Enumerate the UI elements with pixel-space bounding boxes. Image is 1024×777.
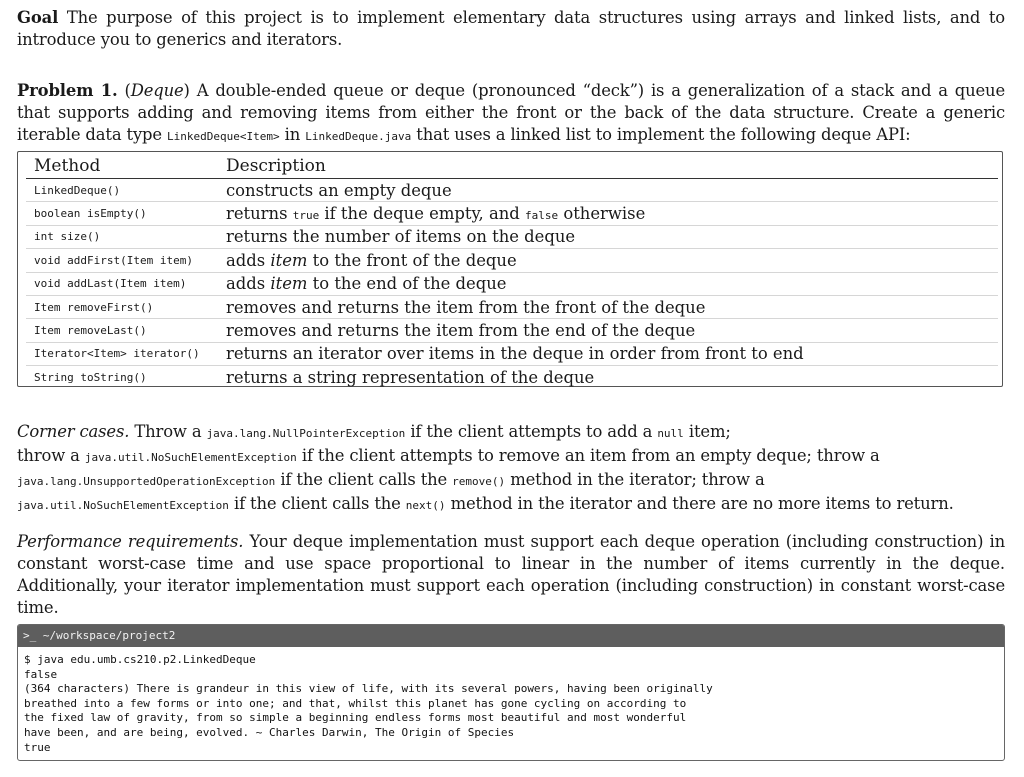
api-description [218,272,998,295]
api-row [26,319,998,342]
corner-code: java.lang.UnsupportedOperationException [17,475,276,488]
api-description-text: adds [226,250,271,270]
api-description [218,342,998,365]
api-description-text: to the end of the deque [307,274,507,294]
terminal-window [17,624,1005,761]
api-method: String toString() [34,370,147,384]
api-description-text: adds [226,274,271,294]
terminal-line: $ java edu.umb.cs210.p2.LinkedDeque [24,653,256,666]
corner-cases-label: Corner cases. [17,422,130,441]
corner-text: method in the iterator; throw a [510,470,765,489]
terminal-line: the fixed law of gravity, from so simple a beginning endless forms most beautiful and most wonderful [24,711,687,725]
api-description [218,295,998,318]
api-description-text: removes and returns the item from the end of the deque [226,321,696,341]
api-method: int size() [26,225,218,248]
api-header-row [26,154,998,179]
api-description [218,179,998,202]
corner-code: next() [405,499,446,512]
terminal-line: have been, and are being, evolved. ~ Charles Darwin, The Origin of Species [24,725,515,739]
api-description-text: removes and returns the item from the front of the deque [226,297,706,317]
terminal-path: ~/workspace/project2 [42,629,176,642]
goal-text: The purpose of this project is to implement elementary data structures using arrays and linked lists, and to introduce you to generics and iterators. [17,8,1005,49]
api-description [218,366,998,389]
api-description [218,202,998,225]
api-method: Item removeLast() [26,319,218,342]
api-row [26,366,998,389]
api-table-body [26,179,998,389]
api-method: LinkedDeque() [26,179,218,202]
api-row [26,272,998,295]
terminal-line: breathed into a few forms or into one; and that, whilst this planet has gone cycling on according to [24,696,687,710]
performance-label: Performance requirements. [17,532,244,551]
api-description-text: constructs an empty deque [226,180,452,200]
terminal-line: true [24,740,51,754]
api-col-description: Description [218,154,998,179]
corner-text: method in the iterator and there are no more items to return. [450,494,954,513]
problem-paragraph: Problem 1. (Deque) A double-ended queue or deque (pronounced “deck”) is a generalization of a stack and a queue that supports adding and removing items from either the front or the back of the data structure. Create a generic iterable data type LinkedDeque<Item> in LinkedDeque.java that uses a linked list to implement the following deque API: [17,81,1006,144]
api-row [26,295,998,318]
corner-text: if the client attempts to remove an item from an empty deque; throw a [301,446,880,465]
corner-text: if the client calls the [280,470,448,489]
api-method: Iterator<Item> iterator() [26,342,218,365]
corner-code: null [657,427,684,440]
api-description-emphasis: item [270,250,308,270]
corner-text: throw a [17,446,80,465]
corner-code: java.util.NoSuchElementException [17,499,229,512]
api-description-text: returns an iterator over items in the deque in order from front to end [226,344,804,364]
problem-type-name: LinkedDeque<Item> [167,130,280,143]
problem-text-3: that uses a linked list to implement the following deque API: [416,125,911,144]
performance-paragraph [17,531,1005,619]
api-table [26,154,998,389]
api-description [218,319,998,342]
corner-code: java.lang.NullPointerException [206,427,406,440]
api-description [218,225,998,248]
corner-text: Throw a [134,422,202,441]
api-method: Item removeFirst() [26,295,218,318]
api-description-emphasis: item [270,274,308,294]
api-method: boolean isEmpty() [26,202,218,225]
corner-code: remove() [452,475,506,488]
problem-text-1: A double-ended queue or deque (pronounced “deck”) is a generalization of a stack and a queue that supports adding and removing items from either the front or the back of the data structure. Create a generic iterable data type [17,81,1006,144]
api-description-text: returns [226,204,293,224]
problem-topic: Deque [130,81,184,100]
problem-text-2: in [284,125,301,144]
api-table-box [17,151,1003,387]
corner-cases-paragraph [17,421,1005,517]
terminal-prompt-icon: >_ [23,629,37,642]
corner-text: item; [688,422,731,441]
corner-code: java.util.NoSuchElementException [84,451,297,464]
goal-heading: Goal [17,8,59,27]
goal-paragraph [17,7,1005,51]
api-description [218,249,998,272]
api-description-code: true [292,209,320,223]
api-row [26,202,998,225]
terminal-title-bar [18,625,1004,647]
problem-heading: Problem 1. [17,81,118,100]
terminal-line: (364 characters) There is grandeur in this view of life, with its several powers, having been originally [24,682,713,696]
api-method: void addFirst(Item item) [26,249,218,272]
terminal-output [18,647,1004,755]
api-row [26,342,998,365]
api-row [26,179,998,202]
api-description-text: to the front of the deque [307,250,517,270]
api-description-text: returns the number of items on the deque [226,227,576,247]
api-col-method: Method [26,154,218,179]
performance-text: Your deque implementation must support each deque operation (including construction) in constant worst-case time and use space proportional to linear in the number of items currently in the deque. Additionally, your iterator implementation must support each operation (including construction) in constant worst-case time. [17,532,1005,617]
api-description-text: if the deque empty, and [319,204,525,224]
api-description-text: otherwise [558,204,646,224]
api-description-code: false [525,209,559,223]
problem-file-name: LinkedDeque.java [305,130,412,143]
api-row [26,249,998,272]
api-method: void addLast(Item item) [26,272,218,295]
terminal-line: false [24,667,58,681]
corner-text: if the client calls the [233,494,401,513]
api-description-text: returns a string representation of the deque [226,367,595,387]
corner-text: if the client attempts to add a [410,422,653,441]
api-row [26,225,998,248]
